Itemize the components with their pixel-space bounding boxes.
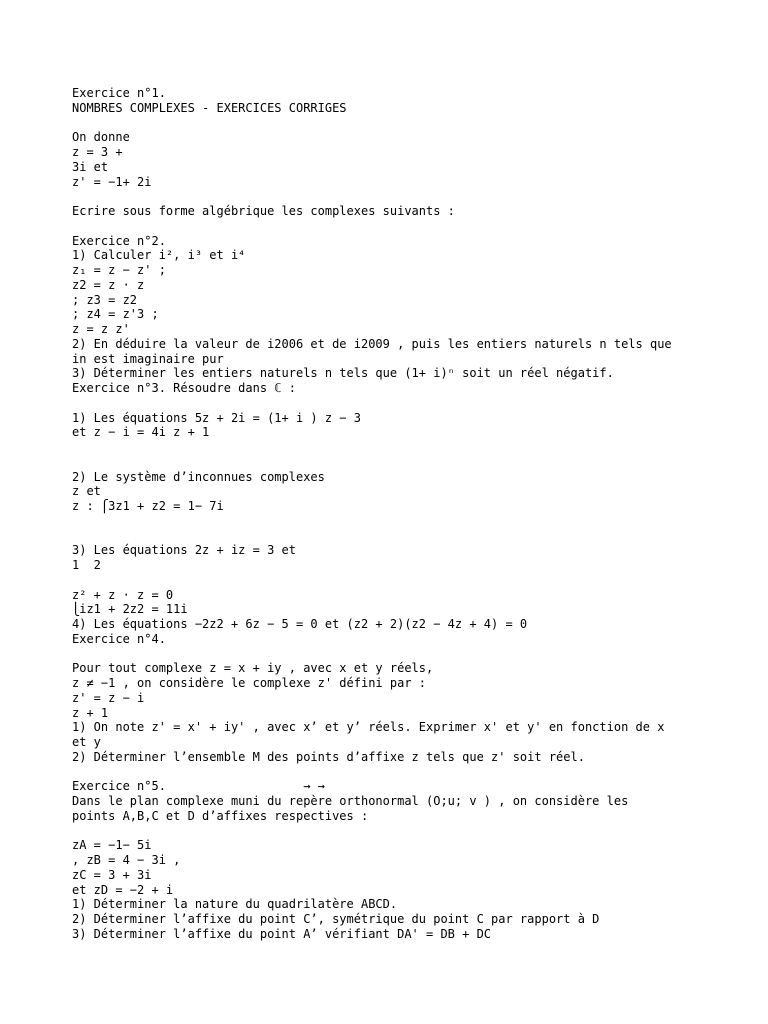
- document-line: 4) Les équations −2z2 + 6z − 5 = 0 et (z2 + 2)(z2 − 4z + 4) = 0: [72, 617, 528, 631]
- document-line: z₁ = z − z' ;: [72, 263, 166, 277]
- document-line: Exercice n°1.: [72, 86, 166, 100]
- document-line: NOMBRES COMPLEXES - EXERCICES CORRIGES: [72, 100, 347, 115]
- document-line: ⎩iz1 + 2z2 = 11i: [72, 602, 188, 617]
- document-line: 1) On note z' = x' + iy' , avec x’ et y’ réels. Exprimer x' et y' en fonction de x: [72, 720, 665, 735]
- document-line: [72, 514, 732, 529]
- document-line: 2) En déduire la valeur de i2006 et de i2009 , puis les entiers naturels n tels que: [72, 336, 672, 351]
- document-line: zA = −1− 5i: [72, 838, 152, 853]
- document-line: z = 3 +: [72, 145, 123, 159]
- document-line: , zB = 4 − 3i ,: [72, 853, 181, 867]
- document-line: [72, 189, 732, 204]
- document-line: [72, 455, 732, 470]
- document-line: 3) Les équations 2z + iz = 3 et: [72, 543, 296, 558]
- document-line: points A,B,C et D d’affixes respectives :: [72, 808, 369, 823]
- document-line: z' = z − i: [72, 690, 145, 705]
- document-line: et z − i = 4i z + 1: [72, 425, 210, 440]
- document-line: Exercice n°2.: [72, 233, 166, 248]
- document-line: 2) Le système d’inconnues complexes: [72, 469, 325, 484]
- document-line: Dans le plan complexe muni du repère orthonormal (O;u; v ) , on considère les: [72, 794, 629, 808]
- document-line: [72, 647, 732, 662]
- document-line: [72, 529, 732, 544]
- document-line: z ≠ −1 , on considère le complexe z' défini par :: [72, 676, 427, 690]
- document-line: zC = 3 + 3i: [72, 867, 152, 882]
- document-line: z' = −1+ 2i: [72, 174, 152, 189]
- document-line: ; z4 = z'3 ;: [72, 307, 159, 322]
- document-line: z et: [72, 484, 101, 499]
- document-line: z² + z · z = 0: [72, 587, 174, 602]
- document-line: 2) Déterminer l’ensemble M des points d’affixe z tels que z' soit réel.: [72, 749, 585, 764]
- document-line: Exercice n°5. → →: [72, 779, 325, 794]
- document-line: [72, 573, 732, 588]
- document-line: [72, 219, 732, 234]
- document-line: Ecrire sous forme algébrique les complexes suivants :: [72, 204, 455, 218]
- document-line: 3) Déterminer les entiers naturels n tels que (1+ i)ⁿ soit un réel négatif.: [72, 366, 614, 381]
- document-line: On donne: [72, 130, 130, 145]
- document-line: 1) Les équations 5z + 2i = (1+ i ) z − 3: [72, 410, 361, 425]
- document-body: [72, 86, 732, 942]
- document-line: z2 = z · z: [72, 277, 145, 292]
- document-line: z = z z': [72, 322, 130, 336]
- document-line: 2) Déterminer l’affixe du point C’, symétrique du point C par rapport à D: [72, 912, 600, 926]
- document-line: [72, 765, 732, 780]
- document-line: z : ⎧3z1 + z2 = 1− 7i: [72, 499, 224, 513]
- document-line: Pour tout complexe z = x + iy , avec x et y réels,: [72, 661, 434, 676]
- document-line: [72, 396, 732, 411]
- document-line: et y: [72, 735, 101, 749]
- document-line: 1 2: [72, 558, 101, 572]
- document-line: et zD = −2 + i: [72, 882, 174, 897]
- document-line: [72, 824, 732, 839]
- document-line: 3) Déterminer l’affixe du point A’ vérifiant DA' = DB + DC: [72, 926, 492, 941]
- document-line: 3i et: [72, 159, 109, 174]
- document-line: [72, 440, 732, 455]
- document-line: 1) Calculer i², i³ et i⁴: [72, 248, 246, 263]
- document-line: [72, 116, 732, 131]
- document-line: Exercice n°4.: [72, 631, 166, 646]
- document-line: 1) Déterminer la nature du quadrilatère ABCD.: [72, 897, 398, 912]
- document-line: z + 1: [72, 705, 109, 720]
- document-line: Exercice n°3. Résoudre dans ℂ :: [72, 381, 296, 395]
- document-line: in est imaginaire pur: [72, 351, 224, 366]
- document-line: ; z3 = z2: [72, 292, 138, 307]
